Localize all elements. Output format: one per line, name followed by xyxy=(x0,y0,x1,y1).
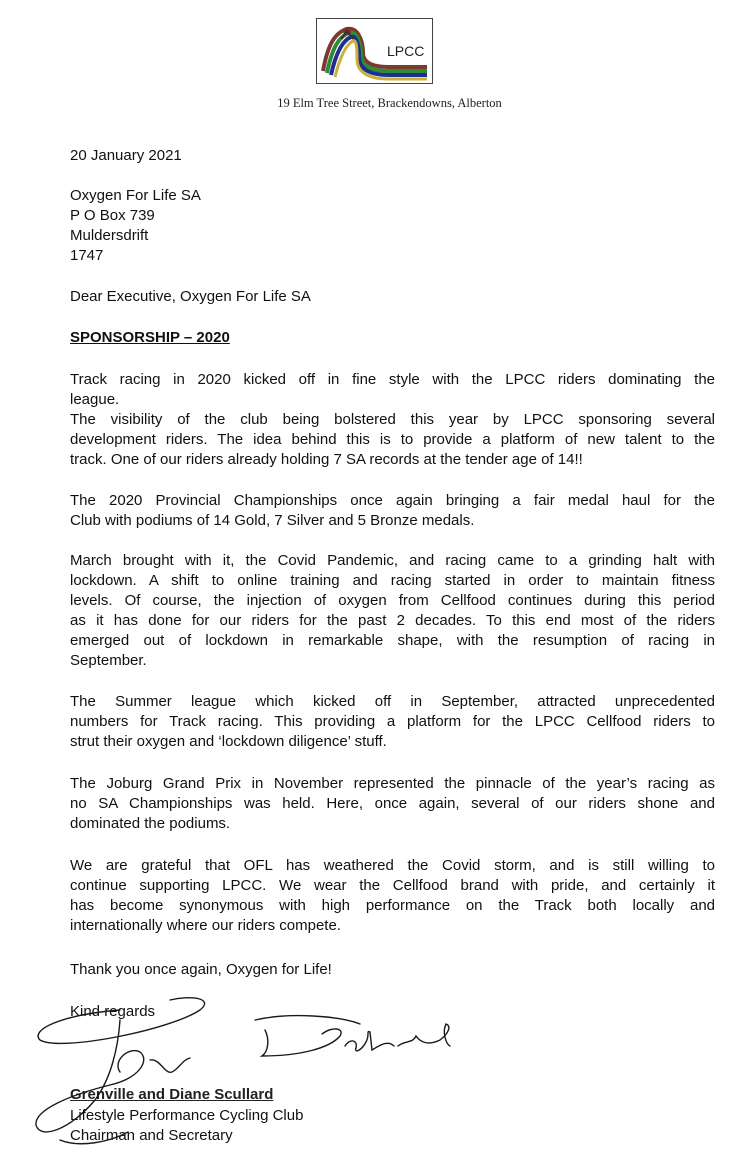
closing xyxy=(70,1002,715,1022)
paragraph-line: The Summer league which kicked off in September, attracted unprecedented xyxy=(70,693,715,710)
paragraph-line: Club with podiums of 14 Gold, 7 Silver and 5 Bronze medals. xyxy=(70,512,475,529)
logo-text: LPCC xyxy=(387,43,425,59)
paragraph-line: The 2020 Provincial Championships once again bringing a fair medal haul for the xyxy=(70,492,715,509)
paragraph-line: September. xyxy=(70,652,147,669)
paragraph-line: lockdown. A shift to online training and racing started in order to maintain fitness xyxy=(70,572,715,589)
thanks-text: Thank you once again, Oxygen for Life! xyxy=(70,961,332,978)
paragraph-line: We are grateful that OFL has weathered the Covid storm, and is still willing to xyxy=(70,857,715,874)
paragraph-line: The Joburg Grand Prix in November represented the pinnacle of the year’s racing as xyxy=(70,775,715,792)
salutation xyxy=(70,287,715,307)
subject-text: SPONSORSHIP – 2020 xyxy=(70,329,230,346)
paragraph-line: March brought with it, the Covid Pandemic, and racing came to a grinding halt with xyxy=(70,552,715,569)
paragraph-line: as it has done for our riders for the past 2 decades. To this end most of the riders xyxy=(70,612,715,629)
paragraph-line: track. One of our riders already holding 7 SA records at the tender age of 14!! xyxy=(70,451,583,468)
paragraph-line: continue supporting LPCC. We wear the Cellfood brand with pride, and certainly it xyxy=(70,877,715,894)
paragraph-line: emerged out of lockdown in remarkable shape, with the resumption of racing in xyxy=(70,632,715,649)
salutation-text: Dear Executive, Oxygen For Life SA xyxy=(70,288,311,305)
lpcc-logo xyxy=(316,18,433,84)
recipient-line: 1747 xyxy=(70,247,104,264)
signatory-details xyxy=(70,1106,715,1146)
recipient-line: Muldersdrift xyxy=(70,227,149,244)
body-paragraph xyxy=(70,856,715,936)
body-paragraph xyxy=(70,491,715,531)
recipient-line: Oxygen For Life SA xyxy=(70,187,201,204)
body-paragraph xyxy=(70,370,715,470)
paragraph-line: levels. Of course, the injection of oxygen from Cellfood continues during this period xyxy=(70,592,715,609)
recipient-line: P O Box 739 xyxy=(70,207,155,224)
body-paragraph xyxy=(70,692,715,752)
paragraph-line: internationally where our riders compete. xyxy=(70,917,341,934)
subject-heading xyxy=(70,328,715,348)
date-text: 20 January 2021 xyxy=(70,147,182,164)
recipient-address xyxy=(70,186,715,266)
letterhead-address: 19 Elm Tree Street, Brackendowns, Alberton xyxy=(277,96,502,110)
paragraph-line: strut their oxygen and ‘lockdown diligence’ stuff. xyxy=(70,733,387,750)
closing-text: Kind regards xyxy=(70,1003,156,1020)
body-paragraph xyxy=(70,774,715,834)
paragraph-line: numbers for Track racing. This providing a platform for the LPCC Cellfood riders to xyxy=(70,713,715,730)
body-paragraph xyxy=(70,551,715,671)
paragraph-line: development riders. The idea behind this is to provide a platform of new talent to the xyxy=(70,431,715,448)
paragraph-line: league. xyxy=(70,391,120,408)
signatory-titles: Chairman and Secretary xyxy=(70,1127,233,1144)
paragraph-line: no SA Championships was held. Here, once again, several of our riders shone and xyxy=(70,795,715,812)
paragraph-line: Track racing in 2020 kicked off in fine style with the LPCC riders dominating the xyxy=(70,371,715,388)
paragraph-line: dominated the podiums. xyxy=(70,815,231,832)
letter-date xyxy=(70,146,715,166)
thanks-line xyxy=(70,960,715,980)
paragraph-line: has become synonymous with high performance on the Track both locally and xyxy=(70,897,715,914)
signatory-club: Lifestyle Performance Cycling Club xyxy=(70,1107,304,1124)
signatory-names: Grenville and Diane Scullard xyxy=(70,1086,274,1103)
paragraph-line: The visibility of the club being bolstered this year by LPCC sponsoring several xyxy=(70,411,715,428)
